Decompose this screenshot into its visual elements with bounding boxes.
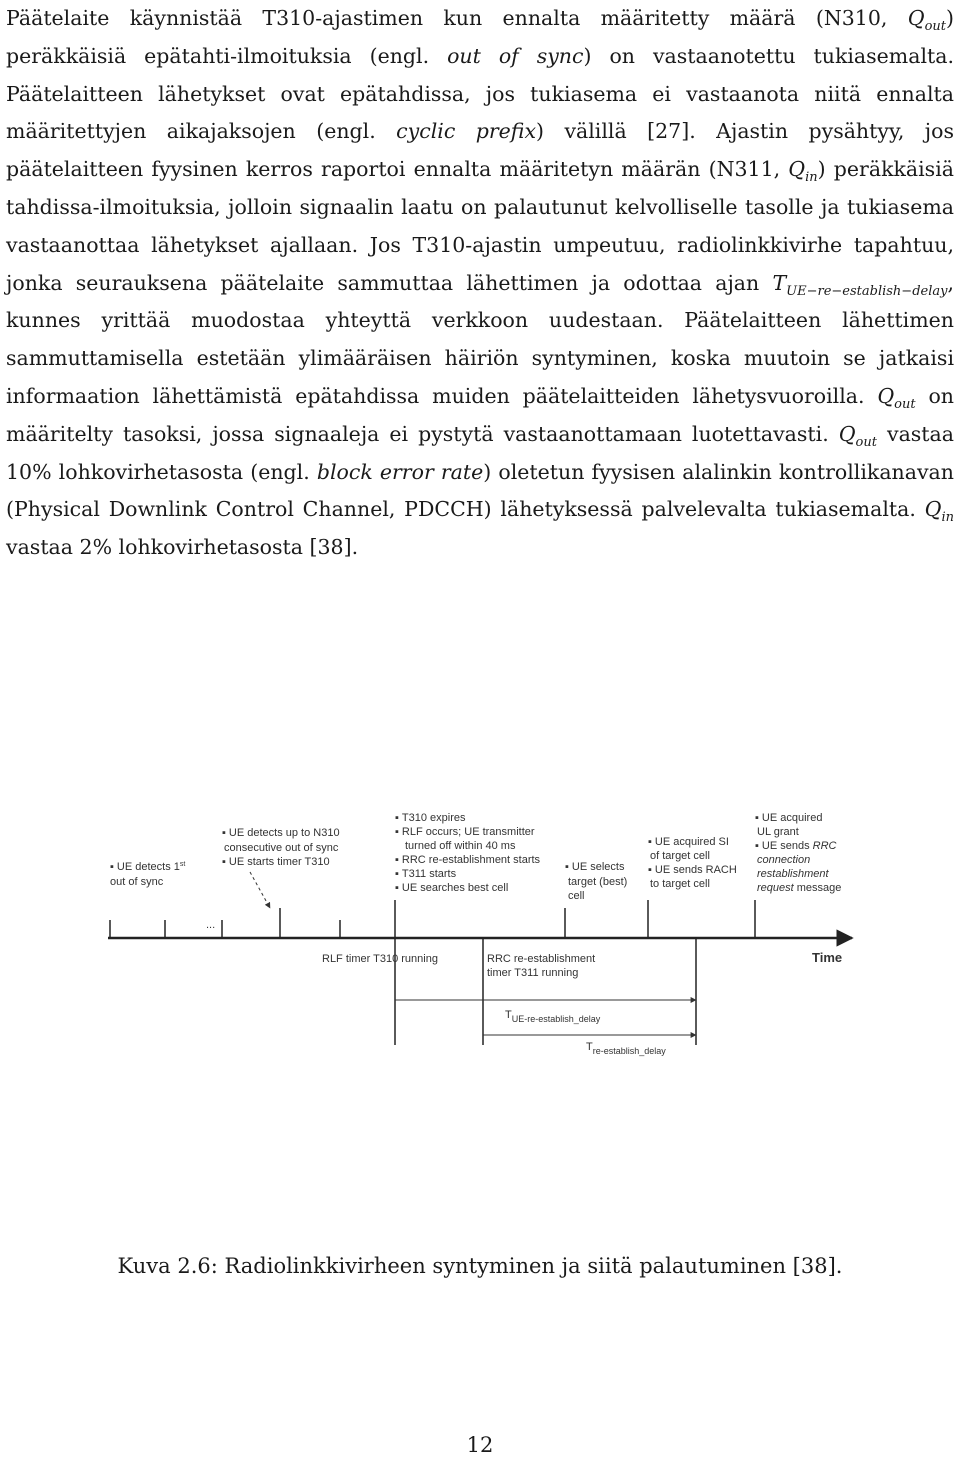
svg-text:▪UE acquired: ▪ UE acquired: [755, 812, 823, 824]
svg-text:to target cell: to target cell: [650, 878, 710, 890]
text-run: ) on vastaanotettu tukiasemalta. Päätelaitteen lähetykset ovat epätahdissa, jos tukiasema ei vastaanota niitä ennalta määritettyjen aikajaksojen (engl.: [6, 43, 955, 144]
rlf-timeline-figure: [100, 800, 860, 1070]
text-run: vastaa 2% lohkovirhetasosta [38].: [6, 535, 359, 560]
svg-text:target (best): target (best): [568, 876, 628, 888]
figure-caption: Kuva 2.6: Radiolinkkivirheen syntyminen ja siitä palautuminen [38].: [117, 1254, 843, 1278]
svg-text:restablishment: restablishment: [757, 868, 829, 880]
event-n310-out-of-sync: [222, 827, 340, 868]
q-out-symbol: $Q_{out}$: [838, 421, 877, 450]
svg-text:▪UE sends RACH: ▪ UE sends RACH: [648, 864, 737, 876]
svg-text:turned off within 40 ms: turned off within 40 ms: [405, 840, 516, 852]
q-in-symbol: $Q_{in}$: [924, 497, 954, 526]
event-ue-acquired-ul-grant: [755, 812, 841, 894]
text-run: Päätelaite käynnistää T310-ajastimen kun ennalta määritetty määrä (N310,: [6, 6, 908, 30]
timeline-diagram: [100, 800, 860, 1070]
svg-text:▪RRC re-establishment starts: ▪ RRC re-establishment starts: [395, 854, 541, 866]
svg-text:out of sync: out of sync: [110, 876, 164, 888]
time-axis-label: Time: [812, 950, 843, 965]
term-cyclic-prefix: cyclic prefix: [396, 119, 537, 144]
body-paragraph: [6, 0, 954, 567]
t-delay-symbol: $T_{UE-re-establish-delay}$: [772, 270, 948, 299]
term-out-of-sync: out of sync: [447, 43, 584, 68]
term-block-error-rate: block error rate: [316, 459, 484, 484]
svg-text:connection: connection: [757, 854, 811, 866]
page-number: 12: [466, 1433, 494, 1457]
svg-text:▪UE starts timer T310: ▪ UE starts timer T310: [222, 856, 330, 868]
text-run: ) peräkkäisiä tahdissa-ilmoituksia, jolloin signaalin laatu on palautunut kelvolliselle tasolle ja tukiasema vastaanottaa lähetykset ajallaan. Jos T310-ajastin umpeutuu, radiolinkkivirhe tapahtuu, jonka seurauksena päätelaite sammuttaa lähettimen ja odottaa ajan: [6, 157, 954, 295]
svg-text:of target cell: of target cell: [650, 850, 710, 862]
q-out-symbol: $Q_{out}$: [877, 383, 916, 413]
event-t310-expires: [395, 812, 541, 894]
q-out-symbol: $Q_{out}$: [907, 6, 946, 35]
svg-text:▪T311 starts: ▪ T311 starts: [395, 868, 457, 880]
q-in-symbol: $Q_{in}$: [788, 157, 818, 186]
text-run: ) oletetun fyysisen alalinkin kontrollikanavan (Physical Downlink Control Channel, PDCCH) lähetyksessä palvelevalta tukiasemalta.: [6, 459, 954, 522]
text-run: , kunnes yrittää muodostaa yhteyttä verkkoon uudestaan. Päätelaitteen lähettimen sammuttamisella estetään ylimääräisen häiriön syntyminen, koska muutoin se jatkaisi informaation lähettämistä epätahdissa muiden päätelaitteiden lähetysvuoroilla.: [6, 270, 954, 408]
svg-text:request message: request message: [757, 882, 842, 894]
svg-text:▪UE selects: ▪ UE selects: [565, 861, 625, 873]
svg-text:▪RLF occurs; UE transmitter: ▪ RLF occurs; UE transmitter: [395, 826, 535, 838]
text-run: on määritelty tasoksi, jossa signaaleja ei pystytä vastaanottamaan luotettavasti.: [6, 383, 955, 446]
svg-text:UL grant: UL grant: [757, 826, 799, 838]
svg-text:▪UE searches best cell: ▪ UE searches best cell: [395, 882, 509, 894]
svg-text:Tre-establish_delay: $T_{re-establish\_delay}$: [586, 1041, 666, 1056]
event-ue-selects-cell: [565, 861, 627, 902]
svg-text:consecutive out of sync: consecutive out of sync: [224, 842, 339, 854]
text-run: ) peräkkäisiä epätahti-ilmoituksia (engl.: [6, 6, 954, 68]
rrc-timer-label-line1: RRC re-establishment: [487, 953, 596, 965]
rrc-timer-label-line2: timer T311 running: [487, 967, 579, 979]
svg-text:▪T310 expires: ▪ T310 expires: [395, 812, 466, 824]
event-first-out-of-sync: [110, 861, 185, 888]
dashed-pointer-arrow: [250, 872, 270, 908]
text-run: ) välillä [27]. Ajastin pysähtyy, jos päätelaitteen fyysinen kerros raportoi ennalta määritetyn määrän (N311,: [6, 119, 954, 182]
svg-text:TUE-re-establish_delay: $T_{UE-re-establish\_delay}$: [505, 1009, 601, 1024]
svg-text:▪UE detects up to N310: ▪ UE detects up to N310: [222, 827, 340, 839]
svg-text:▪UE acquired SI: ▪ UE acquired SI: [648, 836, 729, 848]
event-ue-acquired-si: [648, 836, 737, 890]
svg-text:cell: cell: [568, 890, 585, 902]
svg-text:▪UE sends RRC: ▪ UE sends RRC: [755, 840, 837, 852]
rlf-timer-label: RLF timer T310 running: [322, 953, 438, 965]
ellipsis-mark: ...: [206, 919, 216, 931]
text-run: vastaa 10% lohkovirhetasosta (engl.: [6, 421, 954, 484]
svg-text:▪UE detects 1st: ▪ UE detects 1st: [110, 861, 186, 873]
